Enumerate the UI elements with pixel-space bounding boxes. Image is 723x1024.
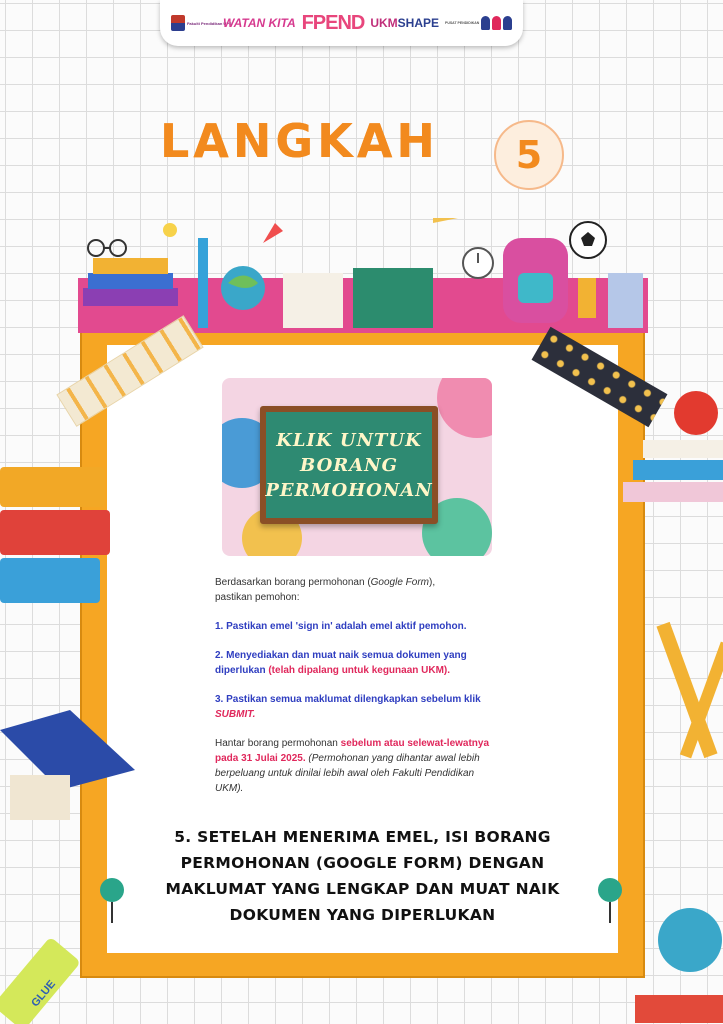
board-line-1: KLIK UNTUK <box>276 429 422 451</box>
paint-palette-icon <box>608 273 643 328</box>
page-title: LANGKAH <box>160 114 439 168</box>
graduation-cap-icon <box>0 700 140 840</box>
intro-text: Berdasarkan borang permohonan (Google Form), pastikan pemohon: <box>215 577 436 603</box>
people-logo-icon <box>481 16 512 30</box>
deadline-note: Hantar borang permohonan sebelum atau selewat-lewatnya pada 31 Julai 2025. (Permohonan yang dihantar awal lebih berpeluang untuk dinilai lebih awal oleh Fakulti Pendidikan UKM). <box>215 738 490 794</box>
books-icon <box>83 258 178 306</box>
instruction-item-2: 2. Menyediakan dan muat naik semua dokumen yang diperlukan (telah dipalang untuk kegunaan UKM). <box>215 650 467 676</box>
pushpin-icon <box>92 875 132 925</box>
clock-icon <box>463 248 493 278</box>
pencil-icon <box>650 620 723 770</box>
board-line-3: PERMOHONAN <box>265 479 433 501</box>
partner-logo-bar <box>160 0 523 46</box>
board-line-2: BORANG <box>300 454 398 476</box>
instructions <box>215 575 505 810</box>
trophy-icon <box>578 278 596 318</box>
pusat-logo: PUSAT PENDIDIKAN <box>444 20 480 25</box>
soccer-ball-icon <box>570 222 606 258</box>
upsi-logo: Fakulti Pendidikan UPSI <box>171 15 217 31</box>
step-number-badge: 5 <box>494 120 564 190</box>
instruction-item-1: 1. Pastikan emel 'sign in' adalah emel aktif pemohon. <box>215 621 467 632</box>
globe-icon <box>615 900 723 1024</box>
watan-kita-logo: WATAN KITA <box>222 16 296 30</box>
rocket-icon <box>263 223 283 243</box>
lightbulb-icon <box>163 223 177 237</box>
glue-label: GLUE <box>29 978 59 1010</box>
green-book-icon <box>353 268 433 328</box>
fpend-logo: FPEND <box>301 11 365 34</box>
apple-icon <box>618 385 723 505</box>
school-supplies-illustration <box>78 218 648 333</box>
chalkboard-form-button[interactable] <box>260 406 438 524</box>
step-caption: 5. SETELAH MENERIMA EMEL, ISI BORANG PERMOHONAN (GOOGLE FORM) DENGAN MAKLUMAT YANG LENGKAP DAN MUAT NAIK DOKUMEN YANG DIPERLUKAN <box>165 828 560 924</box>
books-icon <box>0 462 112 612</box>
instruction-item-3: 3. Pastikan semua maklumat dilengkapkan sebelum klik SUBMIT. <box>215 694 481 720</box>
globe-icon <box>221 266 265 310</box>
glasses-icon <box>88 240 126 256</box>
ruler-icon <box>198 238 208 328</box>
open-book-icon <box>283 273 343 328</box>
backpack-icon <box>503 238 568 323</box>
ukm-shape-logo: UKMSHAPE <box>370 16 440 30</box>
glue-stick-icon <box>0 920 105 1024</box>
paper-plane-icon <box>433 218 458 223</box>
